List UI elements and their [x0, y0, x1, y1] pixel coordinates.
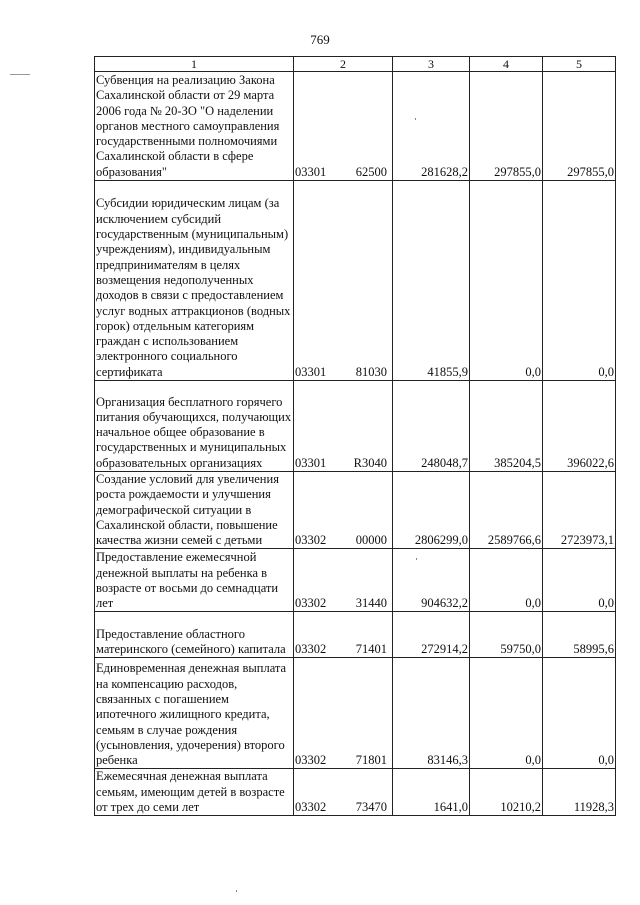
- row-value-3: 272914,2: [393, 612, 470, 658]
- row-code-program: 03302: [295, 596, 327, 611]
- row-description: Организация бесплатного горячего питания обучающихся, получающих начальное общее образование в государственных и муниципальных образовательных организациях: [95, 381, 294, 472]
- table-row: [95, 612, 616, 658]
- row-code-program: 03302: [295, 800, 327, 815]
- row-description: Предоставление ежемесячной денежной выплаты на ребенка в возрасте от восьми до семнадцати лет: [95, 549, 294, 612]
- scan-speck: [236, 890, 237, 892]
- row-code-cell: [294, 472, 393, 549]
- row-value-3: 41855,9: [393, 181, 470, 381]
- table-row: [95, 181, 616, 381]
- column-header: 4: [470, 57, 543, 72]
- row-value-4: 59750,0: [470, 612, 543, 658]
- row-description: Создание условий для увеличения роста рождаемости и улучшения демографической ситуации в Сахалинской области, повышение качества жизни семей с детьми: [95, 472, 294, 549]
- row-value-5: 0,0: [543, 181, 616, 381]
- row-description: Единовременная денежная выплата на компенсацию расходов, связанных с погашением ипотечного жилищного кредита, семьям в случае рождения (усыновления, удочерения) второго ребенка: [95, 658, 294, 769]
- row-value-4: 2589766,6: [470, 472, 543, 549]
- column-header: 3: [393, 57, 470, 72]
- row-code-direction: R3040: [353, 455, 387, 470]
- row-code-direction: 00000: [355, 533, 387, 548]
- row-code-program: 03302: [295, 642, 327, 657]
- row-code-program: 03301: [295, 164, 327, 179]
- row-code-cell: [294, 549, 393, 612]
- column-header: 5: [543, 57, 616, 72]
- row-value-5: 0,0: [543, 658, 616, 769]
- row-code-program: 03302: [295, 533, 327, 548]
- row-value-5: 0,0: [543, 549, 616, 612]
- table-row: [95, 549, 616, 612]
- row-value-4: 10210,2: [470, 769, 543, 816]
- row-code-cell: [294, 72, 393, 181]
- row-code-direction: 71801: [355, 753, 387, 768]
- row-description: Ежемесячная денежная выплата семьям, имеющим детей в возрасте от трех до семи лет: [95, 769, 294, 816]
- row-value-5: 396022,6: [543, 381, 616, 472]
- row-value-4: 0,0: [470, 181, 543, 381]
- row-code-cell: [294, 612, 393, 658]
- row-value-5: 2723973,1: [543, 472, 616, 549]
- budget-table: [94, 56, 616, 816]
- row-code-direction: 73470: [355, 800, 387, 815]
- row-code-cell: [294, 181, 393, 381]
- row-description: Субвенция на реализацию Закона Сахалинской области от 29 марта 2006 года № 20-ЗО "О наделении органов местного самоуправления государственными полномочиями Сахалинской области в сфере образования": [95, 72, 294, 181]
- page-number: 769: [310, 32, 330, 47]
- table-header-row: [95, 57, 616, 72]
- table-row: [95, 472, 616, 549]
- row-value-4: 0,0: [470, 549, 543, 612]
- row-code-cell: [294, 769, 393, 816]
- row-value-3: 904632,2: [393, 549, 470, 612]
- row-value-3: 281628,2: [393, 72, 470, 181]
- row-value-4: 385204,5: [470, 381, 543, 472]
- table-row: [95, 72, 616, 181]
- row-description: Предоставление областного материнского (семейного) капитала: [95, 612, 294, 658]
- column-header: 2: [294, 57, 393, 72]
- row-value-4: 0,0: [470, 658, 543, 769]
- row-code-cell: [294, 658, 393, 769]
- row-code-direction: 31440: [355, 596, 387, 611]
- row-value-5: 11928,3: [543, 769, 616, 816]
- row-code-direction: 62500: [355, 164, 387, 179]
- row-value-3: 248048,7: [393, 381, 470, 472]
- table-body: [95, 72, 616, 816]
- row-value-4: 297855,0: [470, 72, 543, 181]
- row-value-3: 83146,3: [393, 658, 470, 769]
- row-code-program: 03301: [295, 455, 327, 470]
- row-value-5: 58995,6: [543, 612, 616, 658]
- row-code-program: 03301: [295, 364, 327, 379]
- row-value-3: 1641,0: [393, 769, 470, 816]
- row-code-cell: [294, 381, 393, 472]
- table-row: [95, 769, 616, 816]
- row-code-direction: 71401: [355, 642, 387, 657]
- row-value-3: 2806299,0: [393, 472, 470, 549]
- column-header: 1: [95, 57, 294, 72]
- row-code-program: 03302: [295, 753, 327, 768]
- table-row: [95, 658, 616, 769]
- table-row: [95, 381, 616, 472]
- row-code-direction: 81030: [355, 364, 387, 379]
- row-description: Субсидии юридическим лицам (за исключением субсидий государственным (муниципальным) учреждениям), индивидуальным предпринимателям в целях возмещения недополученных доходов в связи с предоставлением услуг водных аттракционов (водных горок) отдельным категориям граждан с использованием электронного социального сертификата: [95, 181, 294, 381]
- row-value-5: 297855,0: [543, 72, 616, 181]
- scan-edge-mark: [10, 74, 30, 75]
